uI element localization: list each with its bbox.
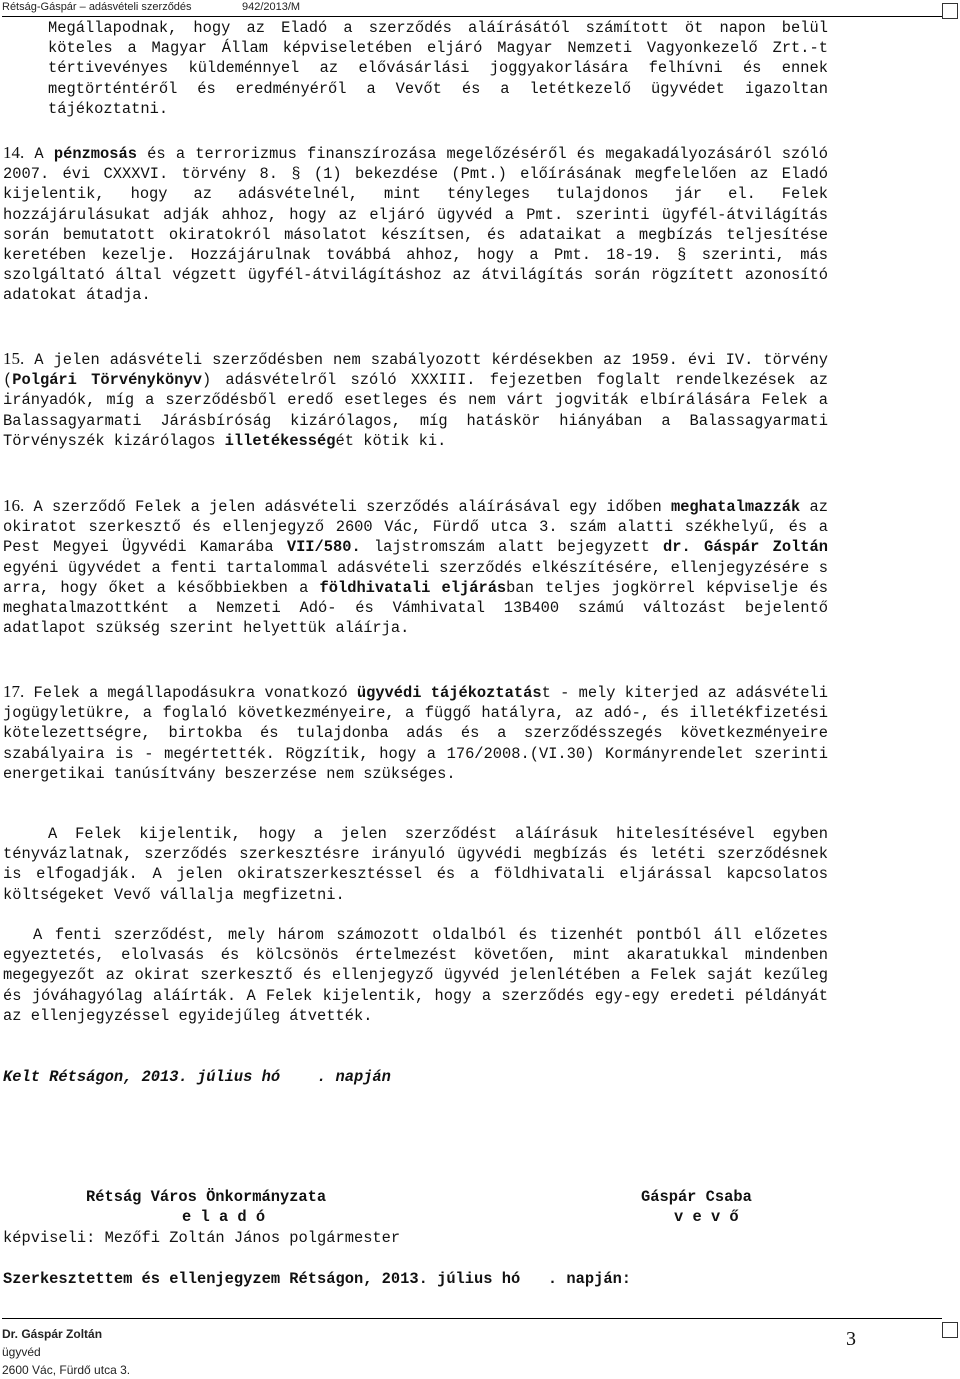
section-15: 15. A jelen adásvételi szerződésben nem szabályozott kérdésekben az 1959. évi IV. törvény (Polgári Törvénykönyv) adásvételről szóló XXXIII. fejezetben foglalt rendelkezések az irányadók, míg a szerződésből eredő esetleges és nem várt jogviták elbírálására Felek a Balassagyarmati Járásbíróság kizárólagos, míg hatáskör hiányában a Balassagyarmati Törvényszék kizárólagos illetékességét kötik ki. [3, 349, 828, 450]
section-17: 17. Felek a megállapodásukra vonatkozó ügyvédi tájékoztatást - mely kiterjed az adásvételi jogügyletükre, a foglaló következményeire, a függő hatályra, az adó-, és illetékfizetési kötelezettségre, birtokba és tulajdonba adás és a szerződésszegés következményeire szabályaira is - megértették. Rögzítik, hogy a 176/2008.(VI.30) Kormányrendelet szerinti energetikai tanúsítvány beszerzése nem szükséges. [3, 682, 829, 783]
footer-corner-box [942, 1322, 958, 1338]
date-place-line: Kelt Rétságon, 2013. július hó . napján [3, 1068, 391, 1086]
intro-paragraph: Megállapodnak, hogy az Eladó a szerződés aláírásától számított öt napon belül köteles a Magyar Állam képviseletében eljáró Magyar Nemzeti Vagyonkezelő Zrt.-t tértivevényes küldeménnyel az elővásárlási joggyakorlására felhívni és ennek megtörténtéről és eredményéről a Vevőt és a letétkezelő ügyvédet igazoltan tájékoztatni. [48, 19, 828, 118]
footer-rule [2, 1318, 942, 1319]
header-rule [2, 16, 942, 17]
seller-name: Rétság Város Önkormányzata [86, 1188, 327, 1206]
header-corner-box [942, 3, 958, 19]
bold-term: ügyvédi tájékoztatás [356, 684, 542, 702]
footer-block [2, 1325, 130, 1379]
bold-term: illetékesség [224, 431, 336, 450]
footer-address: 2600 Vác, Fürdő utca 3. [2, 1363, 131, 1377]
section-number: 14. [3, 143, 25, 162]
seller-representative: képviseli: Mezőfi Zoltán János polgármester [3, 1229, 401, 1247]
section-number: 17. [3, 682, 25, 701]
bold-term: pénzmosás [53, 145, 137, 163]
page-header [2, 1, 301, 13]
buyer-role: v e v ő [674, 1208, 739, 1226]
footer-attorney-name: Dr. Gáspár Zoltán [2, 1327, 103, 1341]
editor-countersign-line: Szerkesztettem és ellenjegyzem Rétságon, 2013. július hó . napján: [3, 1270, 632, 1288]
header-title: Rétság-Gáspár – adásvételi szerződés [2, 1, 192, 13]
section-number: 16. [3, 496, 25, 515]
footer-title: ügyvéd [2, 1345, 41, 1359]
section-16: 16. A szerződő Felek a jelen adásvételi szerződés aláírásával egy időben meghatalmazzák az okiratot szerkesztő és ellenjegyző 2600 Vác, Fürdő utca 3. szám alatti székhelyű, és a Pest Megyei Ügyvédi Kamarába VII/580. lajstromszám alatt bejegyzett dr. Gáspár Zoltán egyéni ügyvédet a fenti tartalommal adásvételi szerződés elkészítésére, ellenjegyzésére s arra, hogy őket a későbbiekben a földhivatali eljárásban teljes jogkörrel képviselje és meghatalmazottként a Nemzeti Adó- és Vámhivatal 13B400 számú változást bejelentő adatlapot szükség szerint helyettük aláírja. [3, 496, 829, 638]
header-doc-code: 942/2013/M [242, 1, 301, 13]
bold-term: meghatalmazzák [670, 498, 801, 516]
page-number: 3 [846, 1328, 856, 1350]
bold-term: dr. Gáspár Zoltán [663, 538, 829, 557]
seller-role: e l a d ó [182, 1208, 266, 1226]
bold-term: Polgári Törvénykönyv [12, 371, 202, 390]
section-14: 14. A pénzmosás és a terrorizmus finanszírozása megelőzéséről és megakadályozásáról szóló 2007. évi CXXXVI. törvény 8. § (1) bekezdése (Pmt.) előírásának megfelelően az Eladó kijelentik, hogy az adásvételnél, mint tényleges tulajdonos jár el. Felek hozzájárulásukat adják ahhoz, hogy az eljáró ügyvéd a Pmt. szerinti ügyfél-átvilágítás során bemutatott okiratokról másolatot készítsen, és adataikat a megbízás teljesítése keretében kezelje. Hozzájárulnak továbbá ahhoz, hogy a Pmt. 18-19. § szerinti, más szolgáltató által végzett ügyfél-átvilágításhoz az átvilágítás során rögzített azonosító adatokat átadja. [3, 143, 828, 305]
section-number: 15. [3, 349, 25, 368]
costs-paragraph: A Felek kijelentik, hogy a jelen szerződést aláírásuk hitelesítésével egyben tényvázlatnak, szerződés szerkesztésre irányuló ügyvédi megbízás és letéti szerződésnek is elfogadják. A jelen okiratszerkesztéssel és a földhivatali eljárással kapcsolatos költségeket Vevő vállalja megfizetni. [3, 825, 828, 904]
closing-paragraph: A fenti szerződést, mely három számozott oldalból és tizenhét pontból áll előzetes egyeztetés, elolvasás és kölcsönös értelmezést követően, mint akaratukkal mindenben megegyezőt az okirat szerkesztő és ellenjegyző ügyvéd jelenlétében a Felek saját kezűleg és jóváhagyólag aláírták. A Felek kijelentik, hogy a szerződés egy-egy eredeti példányát az ellenjegyzéssel egyidejűleg átvették. [3, 926, 828, 1025]
bold-term: földhivatali eljárás [319, 578, 507, 597]
bold-term: VII/580. [286, 538, 361, 557]
buyer-name: Gáspár Csaba [641, 1188, 752, 1206]
